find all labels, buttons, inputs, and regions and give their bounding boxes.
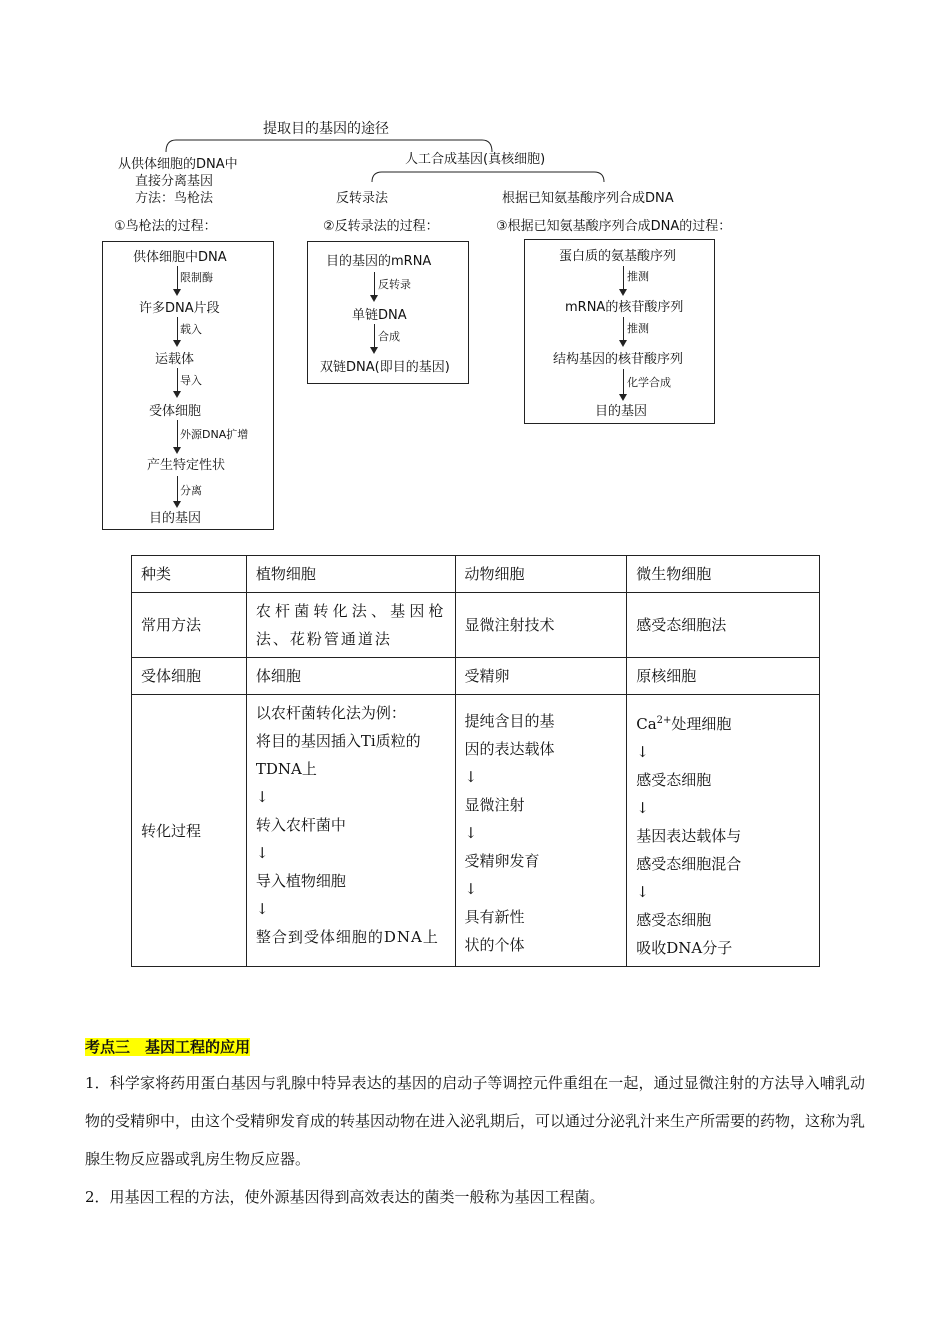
table-cell: 受精卵: [455, 658, 627, 695]
down-arrow: [177, 420, 178, 448]
down-arrow: [177, 317, 178, 341]
calcium-charge: 2+: [656, 715, 672, 726]
table-header-cell: 微生物细胞: [627, 556, 820, 593]
aa-step: mRNA的核苷酸序列: [565, 300, 684, 315]
rt-step: 单链DNA: [352, 308, 407, 323]
section-heading-text: 考点三 基因工程的应用: [85, 1038, 251, 1056]
process-line: 整合到受体细胞的DNA上: [255, 928, 439, 946]
row-head: 常用方法: [132, 593, 247, 658]
step-label: 推测: [627, 322, 649, 335]
aa-title: ③根据已知氨基酸序列合成DNA的过程：: [496, 219, 732, 234]
down-arrow: [623, 266, 624, 290]
process-line: ↓: [636, 799, 649, 817]
paragraph-2: 2．用基因工程的方法，使外源基因得到高效表达的菌类一般称为基因工程菌。: [85, 1188, 605, 1206]
table-cell: 原核细胞: [627, 658, 820, 695]
table-row: [132, 658, 820, 695]
process-line: ↓: [636, 743, 649, 761]
down-arrow: [623, 317, 624, 341]
process-line: ↓: [464, 768, 478, 786]
process-line: 感受态细胞: [636, 771, 712, 789]
row-head: 受体细胞: [132, 658, 247, 695]
process-line: 以农杆菌转化法为例：: [255, 704, 406, 722]
rt-step: 双链DNA(即目的基因): [320, 360, 450, 375]
process-line: ↓: [255, 900, 269, 918]
table-header-cell: 植物细胞: [246, 556, 455, 593]
table-cell-micro-process: [627, 695, 820, 967]
process-line: 具有新性: [464, 908, 525, 926]
aa-step: 目的基因: [595, 404, 648, 419]
process-line: 转入农杆菌中: [255, 816, 346, 834]
table-cell-animal-process: [455, 695, 627, 967]
process-line: ↓: [464, 880, 478, 898]
process-line: 状的个体: [464, 936, 525, 954]
diagram-root-title: 提取目的基因的途径: [263, 121, 389, 137]
aa-step: 结构基因的核苷酸序列: [553, 352, 684, 367]
shotgun-step: 目的基因: [149, 511, 202, 526]
aa-box: [524, 239, 715, 424]
process-line: 导入植物细胞: [255, 872, 346, 890]
left-branch-line2: 直接分离基因: [135, 174, 214, 189]
process-line: 显微注射: [464, 796, 525, 814]
process-line: ↓: [255, 844, 269, 862]
process-line: [636, 707, 810, 738]
table-cell: 农杆菌转化法、基因枪法、花粉管通道法: [246, 593, 455, 658]
table-cell: 显微注射技术: [455, 593, 627, 658]
process-line: 受精卵发育: [464, 852, 540, 870]
aa-branch: 根据已知氨基酸序列合成DNA: [502, 191, 674, 206]
step-label: 载入: [180, 323, 202, 336]
table-header-cell: 种类: [132, 556, 247, 593]
shotgun-step: 许多DNA片段: [139, 301, 220, 316]
process-line: 因的表达载体: [464, 740, 555, 758]
left-branch-line3: 方法：鸟枪法: [135, 191, 214, 206]
step-label: 反转录: [378, 278, 411, 291]
step-label: 导入: [180, 374, 202, 387]
rt-title: ②反转录法的过程：: [323, 219, 439, 234]
down-arrow: [177, 266, 178, 290]
shotgun-step: 产生特定性状: [147, 458, 226, 473]
process-text: 处理细胞: [671, 715, 732, 733]
rt-box: [307, 241, 469, 384]
down-arrow: [374, 272, 375, 296]
process-line: ↓: [464, 824, 478, 842]
artificial-branch: 人工合成基因(真核细胞): [405, 152, 546, 167]
row-head: 转化过程: [132, 695, 247, 967]
table-cell: 感受态细胞法: [627, 593, 820, 658]
shotgun-step: 受体细胞: [149, 404, 202, 419]
shotgun-step: 运载体: [155, 352, 195, 367]
table-header-row: [132, 556, 820, 593]
step-label: 外源DNA扩增: [180, 428, 249, 441]
process-line: 将目的基因插入Ti质粒的TDNA上: [255, 732, 421, 778]
left-branch-line1: 从供体细胞的DNA中: [118, 157, 238, 172]
table-row: [132, 593, 820, 658]
shotgun-title: ①鸟枪法的过程：: [114, 219, 217, 234]
table-header-cell: 动物细胞: [455, 556, 627, 593]
table-cell: 体细胞: [246, 658, 455, 695]
transformation-table: [131, 555, 820, 967]
process-line: 感受态细胞混合: [636, 855, 742, 873]
process-line: ↓: [255, 788, 269, 806]
process-line: 基因表达载体与: [636, 827, 742, 845]
reverse-branch: 反转录法: [336, 191, 389, 206]
shotgun-box: [102, 241, 274, 530]
table-cell-plant-process: [246, 695, 455, 967]
process-line: 吸收DNA分子: [636, 939, 733, 957]
step-label: 合成: [378, 330, 400, 343]
step-label: 推测: [627, 270, 649, 283]
step-label: 分离: [180, 484, 202, 497]
step-label: 限制酶: [180, 271, 213, 284]
table-row: [132, 695, 820, 967]
rt-step: 目的基因的mRNA: [326, 254, 432, 269]
step-label: 化学合成: [627, 376, 671, 389]
process-line: ↓: [636, 883, 649, 901]
down-arrow: [374, 324, 375, 348]
shotgun-step: 供体细胞中DNA: [133, 250, 227, 265]
left-branch: [118, 156, 238, 207]
down-arrow: [177, 476, 178, 502]
paragraph-1: 1．科学家将药用蛋白基因与乳腺中特异表达的基因的启动子等调控元件重组在一起，通过显微注射的方法导入哺乳动物的受精卵中，由这个受精卵发育成的转基因动物在进入泌乳期后，可以通过分泌乳汁来生产所需要的药物，这称为乳腺生物反应器或乳房生物反应器。: [85, 1074, 866, 1168]
process-line: 提纯含目的基: [464, 712, 555, 730]
calcium-symbol: Ca: [636, 715, 657, 733]
down-arrow: [177, 368, 178, 392]
process-line: 感受态细胞: [636, 911, 712, 929]
down-arrow: [623, 369, 624, 395]
section-heading: [85, 1036, 250, 1057]
aa-step: 蛋白质的氨基酸序列: [559, 249, 677, 264]
